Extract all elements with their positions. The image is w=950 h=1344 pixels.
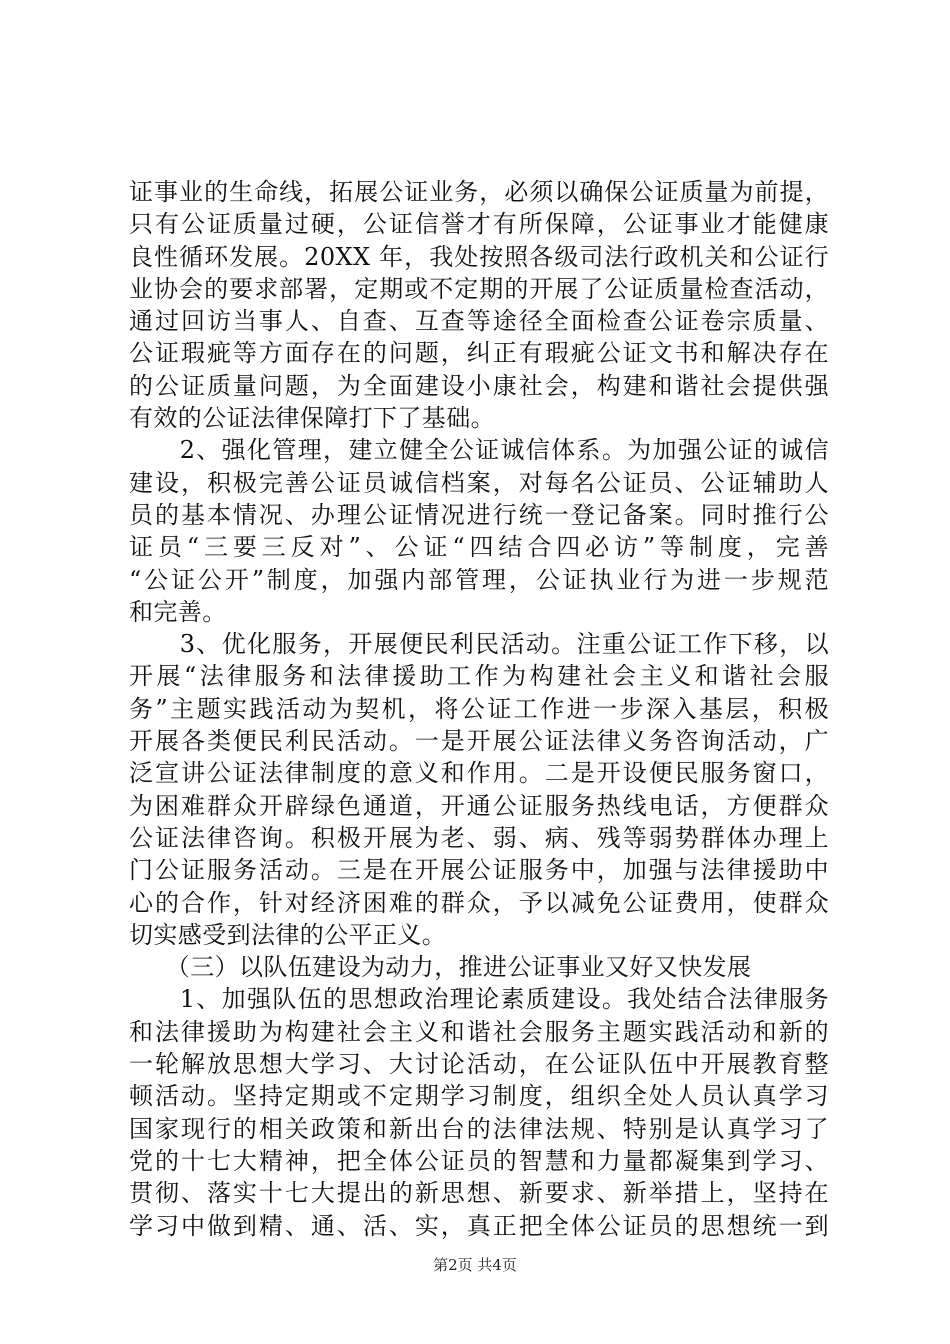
text-line: 公证法律咨询。积极开展为老、弱、病、残等弱势群体办理上 [129,823,829,852]
text-line: 良性循环发展。20XX 年，我处按照各级司法行政机关和公证行 [129,242,829,271]
text-line: 开展“法律服务和法律援助工作为构建社会主义和谐社会服 [129,662,829,691]
text-line: 门公证服务活动。三是在开展公证服务中，加强与法律援助中 [129,856,829,885]
text-line: 切实感受到法律的公平正义。 [129,920,447,949]
text-line: 党的十七大精神，把全体公证员的智慧和力量都凝集到学习、 [129,1146,829,1175]
text-line: 3、优化服务，开展便民利民活动。注重公证工作下移，以 [129,630,829,659]
text-line: 顿活动。坚持定期或不定期学习制度，组织全处人员认真学习 [129,1082,829,1111]
text-line: 为困难群众开辟绿色通道，开通公证服务热线电话，方便群众 [129,791,829,820]
text-line: 学习中做到精、通、活、实，真正把全体公证员的思想统一到 [129,1211,829,1240]
text-line: 员的基本情况、办理公证情况进行统一登记备案。同时推行公 [129,500,829,529]
text-line: 国家现行的相关政策和新出台的法律法规、特别是认真学习了 [129,1114,829,1143]
text-line: 的公证质量问题，为全面建设小康社会，构建和谐社会提供强 [129,371,829,400]
text-line: 证员“三要三反对”、公证“四结合四必访”等制度，完善 [129,533,829,562]
document-body [129,176,829,1242]
text-line: 1、加强队伍的思想政治理论素质建设。我处结合法律服务 [129,985,829,1014]
text-line: 业协会的要求部署，定期或不定期的开展了公证质量检查活动， [129,274,829,303]
text-line: 2、强化管理，建立健全公证诚信体系。为加强公证的诚信 [129,436,829,465]
text-line: 和法律援助为构建社会主义和谐社会服务主题实践活动和新的 [129,1017,829,1046]
text-line: 和完善。 [129,597,227,626]
text-line: 务”主题实践活动为契机，将公证工作进一步深入基层，积极 [129,694,829,723]
text-line: 有效的公证法律保障打下了基础。 [129,404,495,433]
text-line: 开展各类便民利民活动。一是开展公证法律义务咨询活动，广 [129,727,829,756]
text-line: 只有公证质量过硬，公证信誉才有所保障，公证事业才能健康 [129,210,829,239]
text-line: 贯彻、落实十七大提出的新思想、新要求、新举措上，坚持在 [129,1179,829,1208]
text-line: 一轮解放思想大学习、大讨论活动，在公证队伍中开展教育整 [129,1050,829,1079]
text-line: 心的合作，针对经济困难的群众，予以减免公证费用，使群众 [129,888,829,917]
text-line: （三）以队伍建设为动力，推进公证事业又好又快发展 [129,953,752,982]
text-line: 通过回访当事人、自查、互查等途径全面检查公证卷宗质量、 [129,307,829,336]
page-footer: 第2页 共4页 [433,1256,517,1274]
text-line: 证事业的生命线，拓展公证业务，必须以确保公证质量为前提， [129,178,829,206]
text-line: 公证瑕疵等方面存在的问题，纠正有瑕疵公证文书和解决存在 [129,339,829,368]
text-line: “公证公开”制度，加强内部管理，公证执业行为进一步规范 [129,565,829,594]
text-line: 建设，积极完善公证员诚信档案，对每名公证员、公证辅助人 [129,468,829,497]
text-line: 泛宣讲公证法律制度的意义和作用。二是开设便民服务窗口， [129,759,829,788]
